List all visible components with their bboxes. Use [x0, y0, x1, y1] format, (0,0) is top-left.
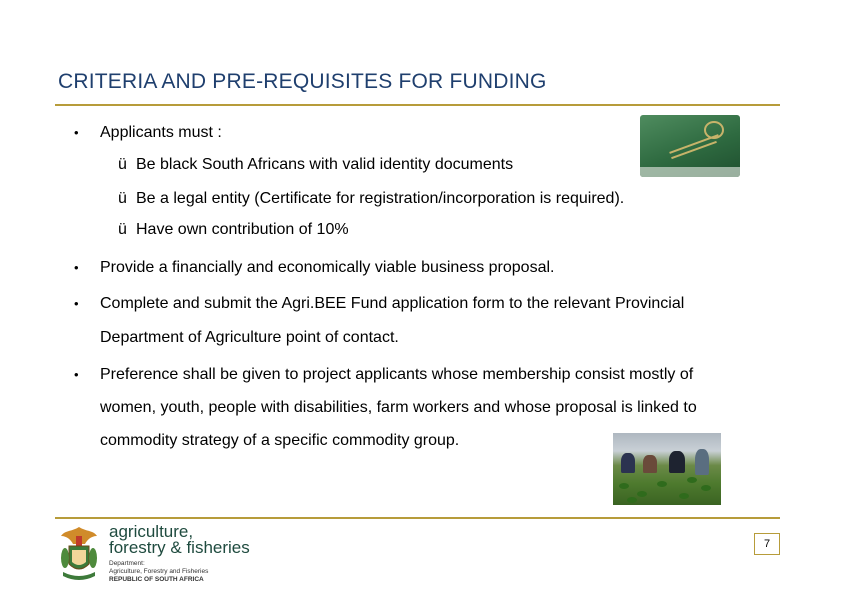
- coat-of-arms-icon: [57, 524, 101, 582]
- brand-line1: agriculture,: [109, 522, 194, 541]
- bullet-marker: •: [74, 125, 79, 140]
- requirement-item: ü Be a legal entity (Certificate for registration/incorporation is required).: [118, 190, 625, 207]
- department-logo: [57, 520, 250, 586]
- passport-image: [640, 115, 740, 177]
- bullet-marker: •: [74, 260, 79, 275]
- complete-bullet-line2: Department of Agriculture point of contact.: [100, 329, 399, 346]
- slide-title: CRITERIA AND PRE-REQUISITES FOR FUNDING: [58, 70, 547, 93]
- applicants-intro: Applicants must :: [100, 124, 222, 141]
- bullet-marker: •: [74, 367, 79, 382]
- proposal-bullet: Provide a financially and economically viable business proposal.: [100, 259, 555, 276]
- preference-bullet-line3: commodity strategy of a specific commodity group.: [100, 432, 460, 449]
- dept-line2: Agriculture, Forestry and Fisheries: [109, 568, 209, 575]
- preference-bullet-line1: Preference shall be given to project applicants whose membership consist mostly of: [100, 366, 694, 383]
- dept-line1: Department:: [109, 560, 145, 567]
- dept-line3: REPUBLIC OF SOUTH AFRICA: [109, 576, 204, 583]
- requirement-item: ü Be black South Africans with valid identity documents: [118, 156, 514, 173]
- brand-line2: forestry & fisheries: [109, 538, 250, 557]
- title-divider: [55, 104, 780, 106]
- check-icon: ü: [118, 190, 127, 207]
- bullet-marker: •: [74, 296, 79, 311]
- footer-divider: [55, 517, 780, 519]
- check-icon: ü: [118, 156, 127, 173]
- requirement-item: ü Have own contribution of 10%: [118, 221, 349, 238]
- page-number: 7: [754, 533, 780, 555]
- check-icon: ü: [118, 221, 127, 238]
- complete-bullet-line1: Complete and submit the Agri.BEE Fund application form to the relevant Provincial: [100, 295, 685, 312]
- preference-bullet-line2: women, youth, people with disabilities, farm workers and whose proposal is linked to: [100, 399, 697, 416]
- farm-workers-photo: [613, 433, 721, 505]
